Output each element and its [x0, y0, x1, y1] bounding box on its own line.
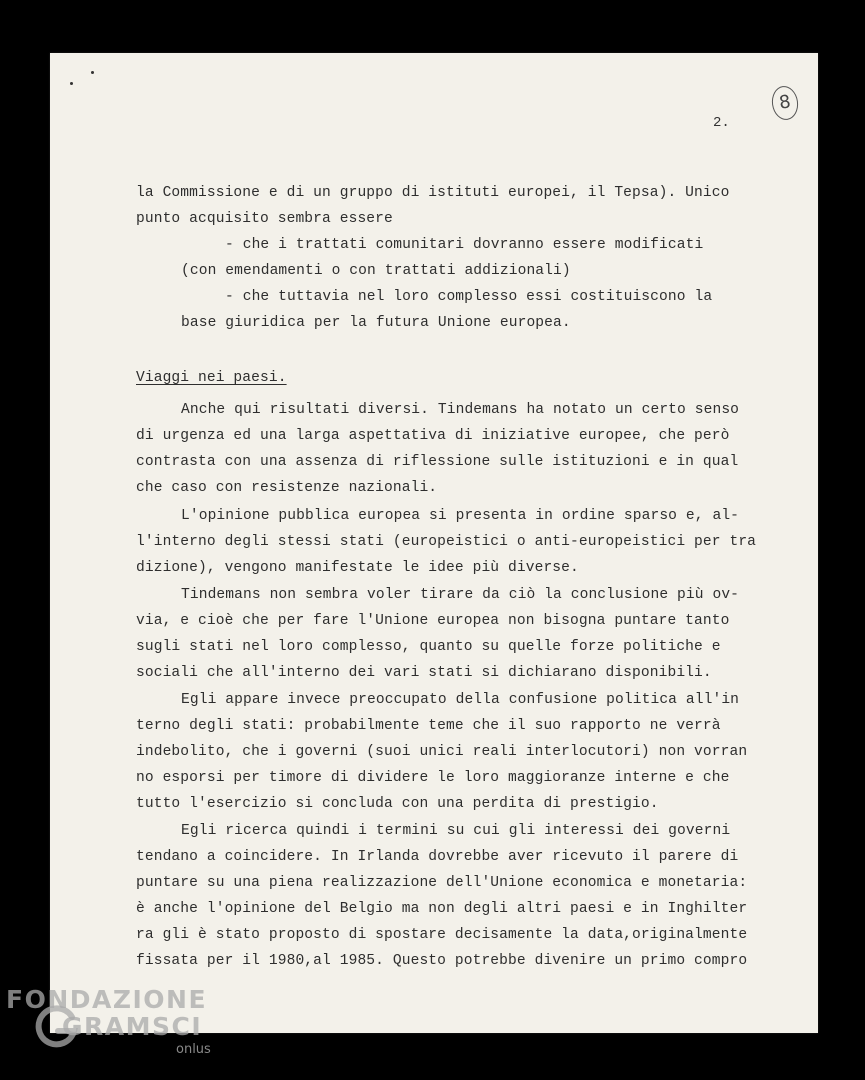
text-line: tutto l'esercizio si concluda con una perdita di prestigio. — [136, 796, 659, 812]
text-line: - che tuttavia nel loro complesso essi costituiscono la — [225, 289, 713, 305]
text-line: fissata per il 1980,al 1985. Questo potrebbe divenire un primo compro — [136, 953, 748, 969]
text-line: Tindemans non sembra voler tirare da ciò la conclusione più ov- — [181, 587, 740, 603]
text-line: di urgenza ed una larga aspettativa di iniziative europee, che però — [136, 428, 730, 444]
text-line: punto acquisito sembra essere — [136, 211, 393, 227]
ink-speck — [70, 82, 73, 85]
text-line: sociali che all'interno dei vari stati si dichiarano disponibili. — [136, 665, 712, 681]
section-heading: Viaggi nei paesi. — [136, 370, 287, 386]
logo-text-line2: GRAMSCI — [62, 1012, 203, 1041]
ink-speck — [91, 71, 94, 74]
text-line: tendano a coincidere. In Irlanda dovrebbe aver ricevuto il parere di — [136, 849, 739, 865]
text-line: terno degli stati: probabilmente teme che il suo rapporto ne verrà — [136, 718, 721, 734]
text-line: Egli appare invece preoccupato della confusione politica all'in — [181, 692, 740, 708]
text-line: l'interno degli stessi stati (europeistici o anti-europeistici per tra — [136, 534, 757, 550]
text-line: base giuridica per la futura Unione europea. — [181, 315, 571, 331]
text-line: puntare su una piena realizzazione dell'Unione economica e monetaria: — [136, 875, 748, 891]
text-line: ra gli è stato proposto di spostare decisamente la data,originalmente — [136, 927, 748, 943]
text-line: Anche qui risultati diversi. Tindemans ha notato un certo senso — [181, 402, 740, 418]
text-line: (con emendamenti o con trattati addizionali) — [181, 263, 571, 279]
text-line: indebolito, che i governi (suoi unici reali interlocutori) non vorran — [136, 744, 748, 760]
text-line: sugli stati nel loro complesso, quanto su quelle forze politiche e — [136, 639, 721, 655]
document-page — [50, 53, 818, 1033]
text-line: L'opinione pubblica europea si presenta in ordine sparso e, al- — [181, 508, 740, 524]
text-line: via, e cioè che per fare l'Unione europea non bisogna puntare tanto — [136, 613, 730, 629]
text-line: contrasta con una assenza di riflessione sulle istituzioni e in qual — [136, 454, 739, 470]
text-line: che caso con resistenze nazionali. — [136, 480, 438, 496]
logo-text-line1: FONDAZIONE — [6, 985, 208, 1014]
page-stamp: 8 — [770, 84, 800, 121]
fondazione-gramsci-logo — [6, 985, 226, 1075]
text-line: no esporsi per timore di dividere le loro maggioranze interne e che — [136, 770, 730, 786]
text-line: dizione), vengono manifestate le idee più diverse. — [136, 560, 579, 576]
text-line: è anche l'opinione del Belgio ma non degli altri paesi e in Inghilter — [136, 901, 748, 917]
page-number: 2. — [713, 115, 730, 131]
text-line: Egli ricerca quindi i termini su cui gli interessi dei governi — [181, 823, 731, 839]
text-line: la Commissione e di un gruppo di istituti europei, il Tepsa). Unico — [136, 185, 730, 201]
logo-subtitle: onlus — [176, 1042, 211, 1057]
text-line: - che i trattati comunitari dovranno essere modificati — [225, 237, 704, 253]
